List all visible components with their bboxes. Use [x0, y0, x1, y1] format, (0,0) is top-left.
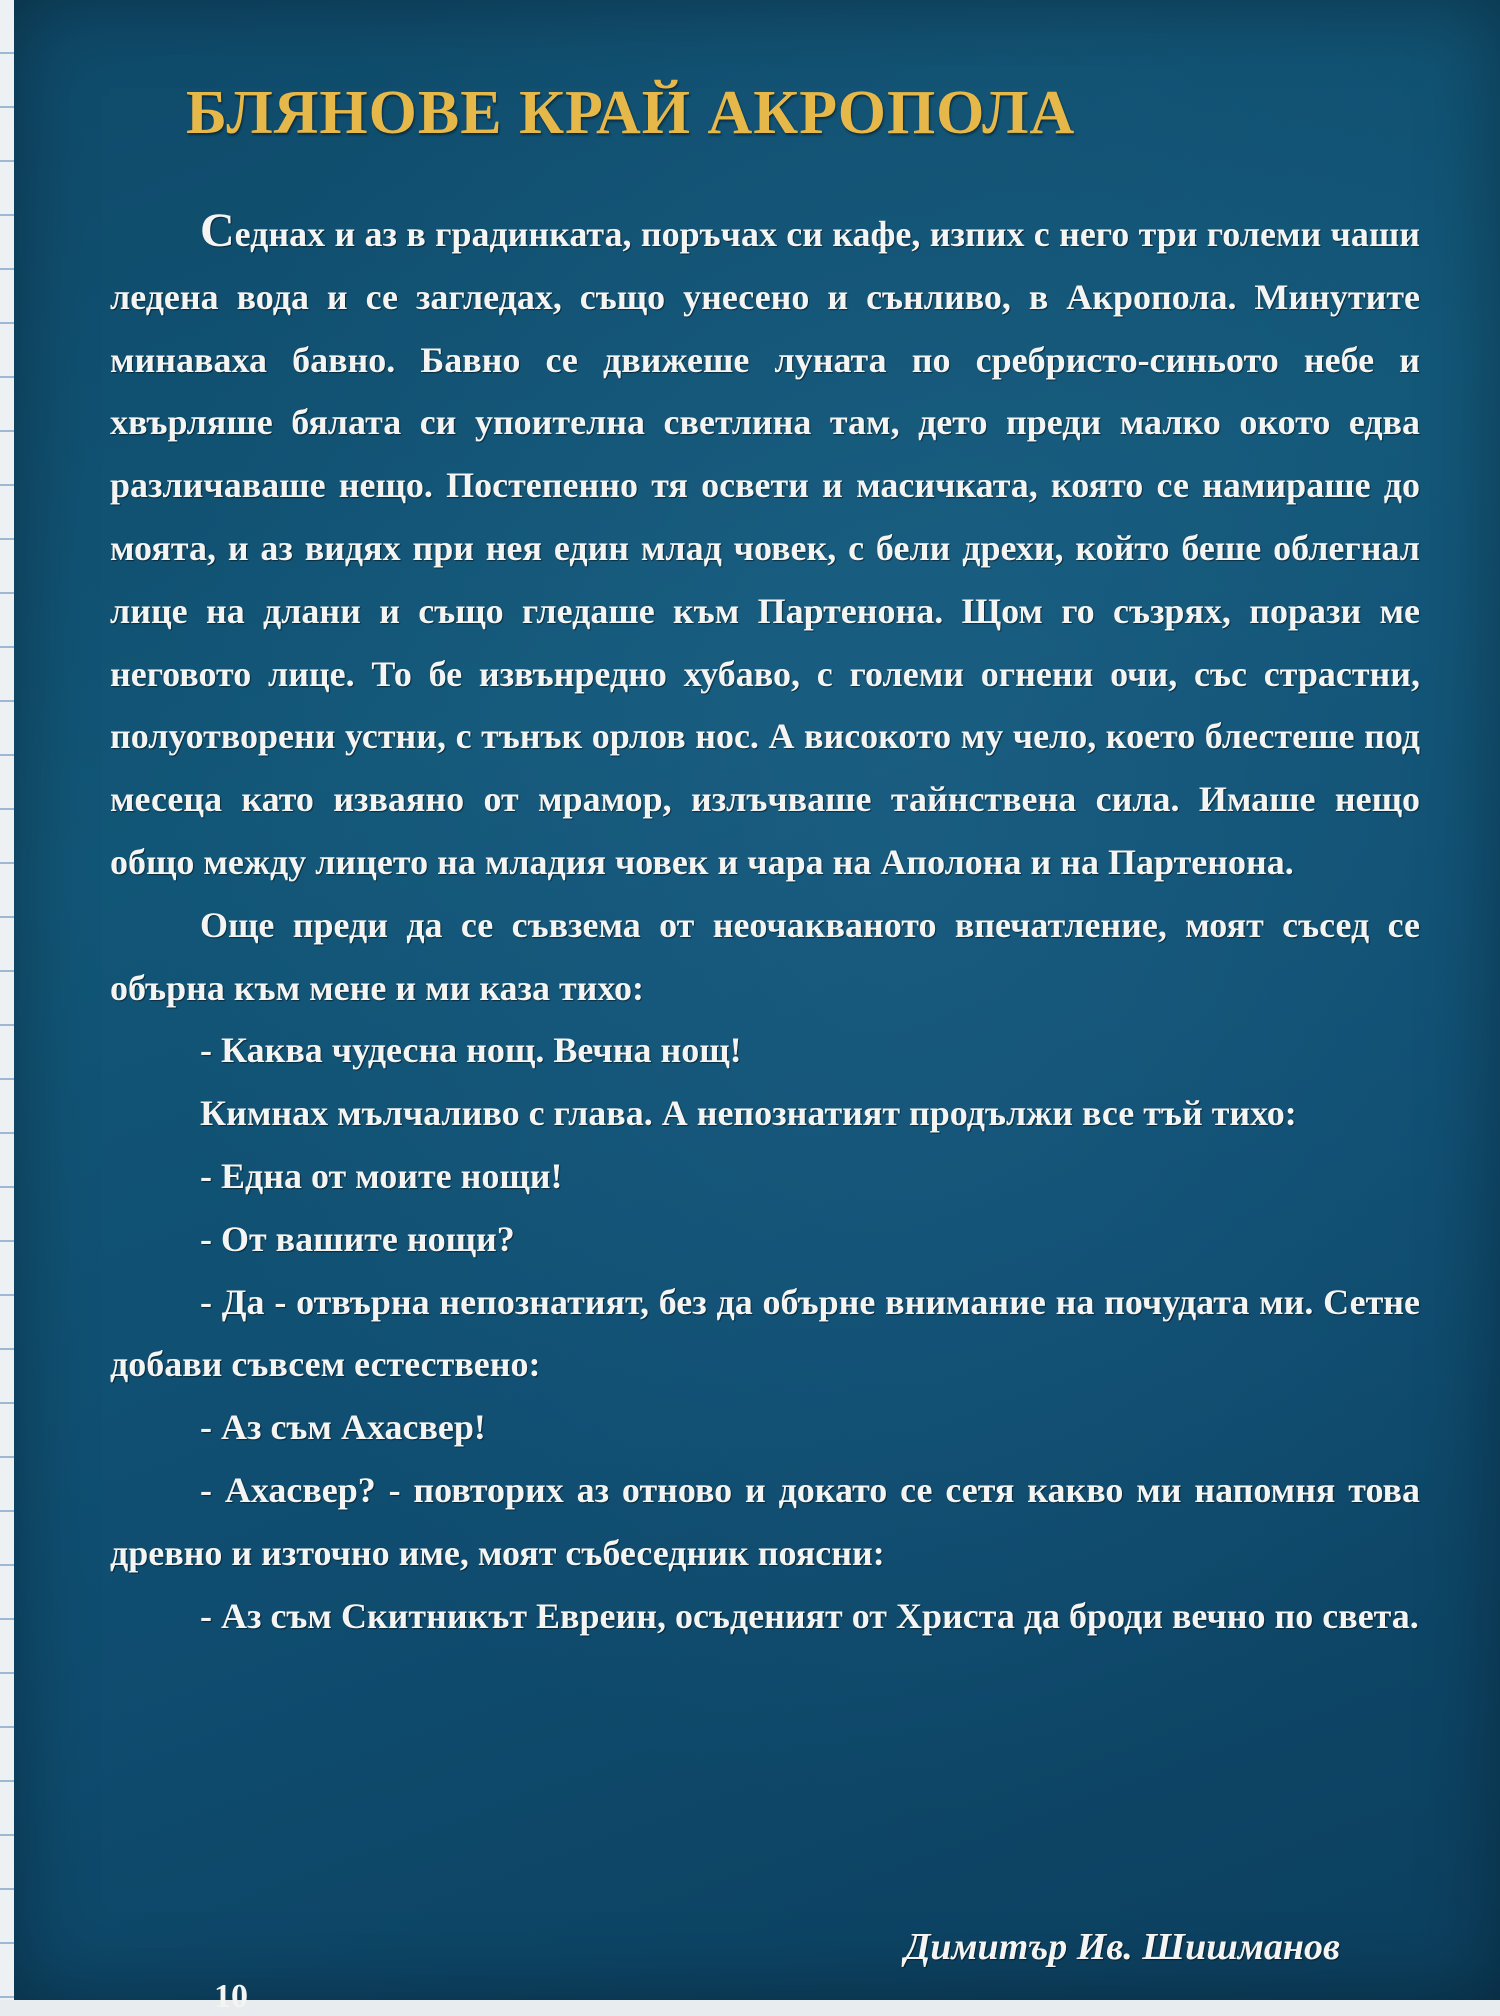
- page-number: 10: [214, 1978, 248, 2015]
- paragraph-2: Още преди да се съвзема от неочакваното впечатление, моят съсед се обърна към мене и ми каза тихо:: [110, 904, 1420, 1008]
- paragraph-3: Кимнах мълчаливо с глава. А непознатият продължи все тъй тихо:: [200, 1093, 1297, 1134]
- dialogue-line-2: - Една от моите нощи!: [200, 1155, 563, 1196]
- dialogue-line-4: - Аз съм Ахасвер!: [200, 1407, 486, 1448]
- page-title: БЛЯНОВЕ КРАЙ АКРОПОЛА: [186, 79, 1076, 147]
- dialogue-line-3: - От вашите нощи?: [200, 1218, 515, 1259]
- paragraph-6: - Аз съм Скитникът Евреин, осъденият от Христа да броди вечно по света.: [200, 1595, 1419, 1636]
- dialogue-line-1: - Каква чудесна нощ. Вечна нощ!: [200, 1030, 742, 1071]
- author-signature: Димитър Ив. Шишманов: [904, 1926, 1340, 1968]
- paragraph-5: - Ахасвер? - повторих аз отново и докато се сетя какво ми напомня това древно и източно име, моят събеседник поясни:: [110, 1469, 1420, 1573]
- story-text: [110, 200, 1420, 1647]
- paragraph-4: - Да - отвърна непознатият, без да обърне внимание на почудата ми. Сетне добави съвсем естествено:: [110, 1281, 1420, 1385]
- paragraph-1: Седнах и аз в градинката, поръчах си кафе, изпих с него три големи чаши ледена вода и се загледах, също унесено и сънливо, в Акропола. Минутите минаваха бавно. Бавно се движеше луната по сребристо-синьото небе и хвърляше бялата си упоителна светлина там, дето преди малко окото едва различаваше нещо. Постепенно тя освети и масичката, която се намираше до моята, и аз видях при нея един млад човек, с бели дрехи, който беше облегнал лице на длани и също гледаше към Партенона. Щом го съзрях, порази ме неговото лице. То бе извънредно хубаво, с големи огнени очи, със страстни, полуотворени устни, с тънък орлов нос. А високото му чело, което блестеше под месеца като изваяно от мрамор, излъчваше тайнствена сила. Имаше нещо общо между лицето на младия човек и чара на Аполона и на Партенона.: [110, 204, 1420, 882]
- book-page: [14, 0, 1500, 2015]
